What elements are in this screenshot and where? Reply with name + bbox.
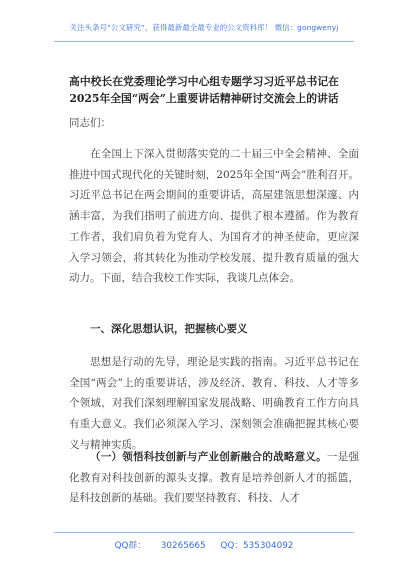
footer-qq-group[interactable]: QQ群： 30265665: [114, 541, 206, 551]
document-title-line-1: 高中校长在党委理论学习中心组专题学习习近平总书记在: [69, 75, 339, 88]
paragraph-subsection-1: [69, 447, 359, 509]
section-heading-1: 一、深化思想认识，把握核心要义: [90, 323, 248, 335]
salutation: 同志们：: [69, 117, 111, 129]
footer-qq-number[interactable]: QQ：535304092: [220, 541, 294, 551]
header-divider: [54, 41, 354, 42]
paragraph-intro: 在全国上下深入贯彻落实党的二十届三中全会精神、全面推进中国式现代化的关键时刻，2025年全国“两会”胜利召开。习近平总书记在两会期间的重要讲话，高屋建瓴思想深邃、内涵丰富，为我们指明了前进方向、提供了根本遵循。作为教育工作者，我们肩负着为党育人、为国育才的神圣使命，更应深入学习领会，将其转化为推动学校发展、提升教育质量的强大动力。下面，结合我校工作实际，我谈几点体会。: [69, 148, 359, 285]
header-banner[interactable]: 关注头条号“公文研究”，获得最新最全最专业的公文资料库！ 微信：gongwenyj: [69, 23, 339, 32]
subsection-heading-1: （一）领悟科技创新与产业创新融合的战略意义。: [90, 451, 327, 463]
footer-contact: [0, 538, 408, 551]
footer-divider: [54, 532, 354, 533]
paragraph-section-1: 思想是行动的先导，理论是实践的指南。习近平总书记在全国“两会”上的重要讲话，涉及经济、教育、科技、人才等多个领域，对我们深刻理解国家发展战略、明确教育工作方向具有重大意义。我们必须深入学习、深刻领会准确把握其核心要义与精神实质。: [69, 356, 359, 451]
subsection-body-1: 一是强化教育对科技创新的源头支撑。教育是培养创新人才的摇篮，是科技创新的基础。我们要坚持教育、科技、人才: [69, 451, 360, 505]
document-title-line-2: 2025年全国“两会”上重要讲话精神研讨交流会上的讲话: [69, 92, 339, 105]
